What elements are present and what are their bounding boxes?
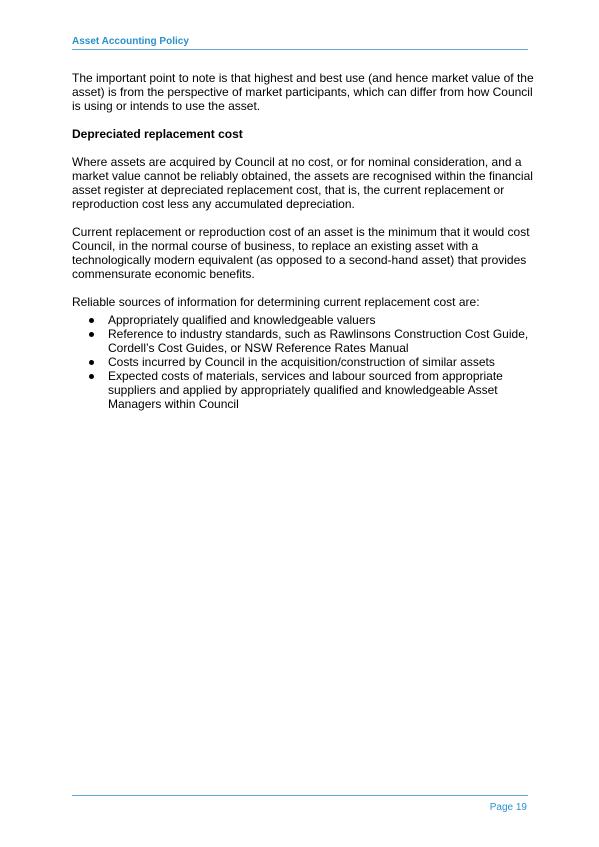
footer-divider bbox=[72, 795, 528, 796]
page-body bbox=[72, 71, 534, 411]
bullet-icon bbox=[89, 360, 94, 365]
list-item bbox=[72, 369, 534, 411]
section-heading: Depreciated replacement cost bbox=[72, 127, 243, 141]
sources-list bbox=[72, 313, 534, 411]
paragraph-replacement-cost: Current replacement or reproduction cost of an asset is the minimum that it would cost Council, in the normal course of business, to replace an existing asset with a technologically modern equivalent (as opposed to a second-hand asset) that provides commensurate economic benefits. bbox=[72, 225, 530, 281]
paragraph-acquisition: Where assets are acquired by Council at no cost, or for nominal consideration, and a market value cannot be reliably obtained, the assets are recognised within the financial asset register at depreciated replacement cost, that is, the current replacement or reproduction cost less any accumulated depreciation. bbox=[72, 155, 533, 211]
header-divider bbox=[72, 49, 528, 50]
bullet-icon bbox=[89, 374, 94, 379]
intro-paragraph: The important point to note is that highest and best use (and hence market value of the asset) is from the perspective of market participants, which can differ from how Council is using or intends to use the asset. bbox=[72, 71, 534, 113]
bullet-icon bbox=[89, 332, 94, 337]
document-title: Asset Accounting Policy bbox=[72, 36, 189, 47]
list-item bbox=[72, 313, 534, 327]
list-item-text: Expected costs of materials, services and labour sourced from appropriate suppliers and applied by appropriately qualified and knowledgeable Asset Managers within Council bbox=[108, 369, 503, 411]
paragraph-sources: Reliable sources of information for determining current replacement cost are: bbox=[72, 295, 480, 309]
page-number: Page 19 bbox=[489, 802, 527, 813]
list-item-text: Appropriately qualified and knowledgeable valuers bbox=[108, 313, 376, 327]
list-item-text: Costs incurred by Council in the acquisition/construction of similar assets bbox=[108, 355, 495, 369]
bullet-icon bbox=[89, 318, 94, 323]
list-item bbox=[72, 327, 534, 355]
list-item-text: Reference to industry standards, such as Rawlinsons Construction Cost Guide, Cordell’s Cost Guides, or NSW Reference Rates Manual bbox=[108, 327, 529, 355]
list-item bbox=[72, 355, 534, 369]
